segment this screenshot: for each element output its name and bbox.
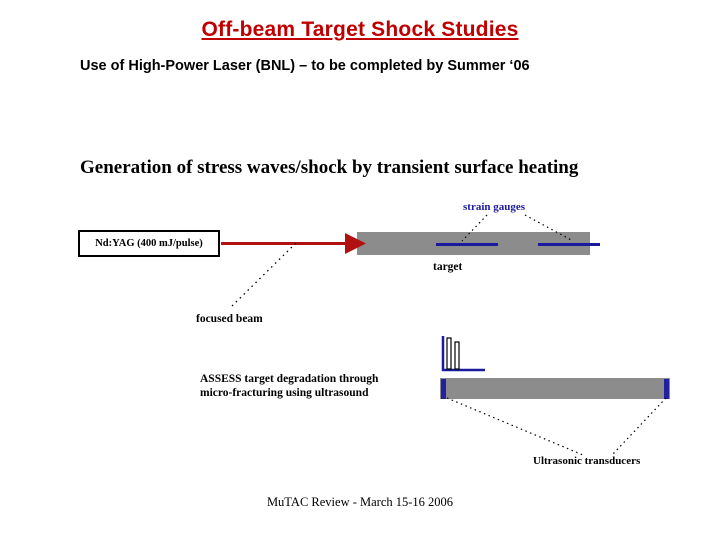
assess-note-line-2: micro-fracturing using ultrasound: [200, 387, 369, 399]
slide-footer: MuTAC Review - March 15-16 2006: [266, 495, 454, 509]
transducer-left-marker: [441, 379, 446, 399]
laser-source-box: [78, 230, 220, 257]
ultrasonic-transducers-label: Ultrasonic transducers: [533, 455, 641, 467]
laser-source-label: Nd:YAG (400 mJ/pulse): [95, 238, 203, 249]
ultrasonic-pulse-waveform: [442, 336, 485, 371]
page-title: Off-beam Target Shock Studies: [201, 18, 519, 41]
target-label: target: [433, 261, 463, 273]
focused-beam-leader-line: [232, 243, 296, 306]
assess-note-line-1: ASSESS target degradation through: [200, 373, 379, 385]
transducer-right-marker: [664, 379, 669, 399]
strain-gauge-right-marker: [538, 243, 600, 246]
figure-heading: Generation of stress waves/shock by transient surface heating: [80, 157, 579, 178]
strain-gauge-left-marker: [436, 243, 498, 246]
transducer-leader-left: [447, 398, 583, 455]
assess-note: [200, 372, 378, 400]
target-bar-lower: [440, 378, 670, 399]
focused-beam-label: focused beam: [196, 313, 263, 325]
strain-gauges-label: strain gauges: [463, 201, 526, 213]
transducer-leader-right: [612, 398, 666, 455]
slide-subtitle: Use of High-Power Laser (BNL) – to be completed by Summer ‘06: [80, 58, 530, 74]
